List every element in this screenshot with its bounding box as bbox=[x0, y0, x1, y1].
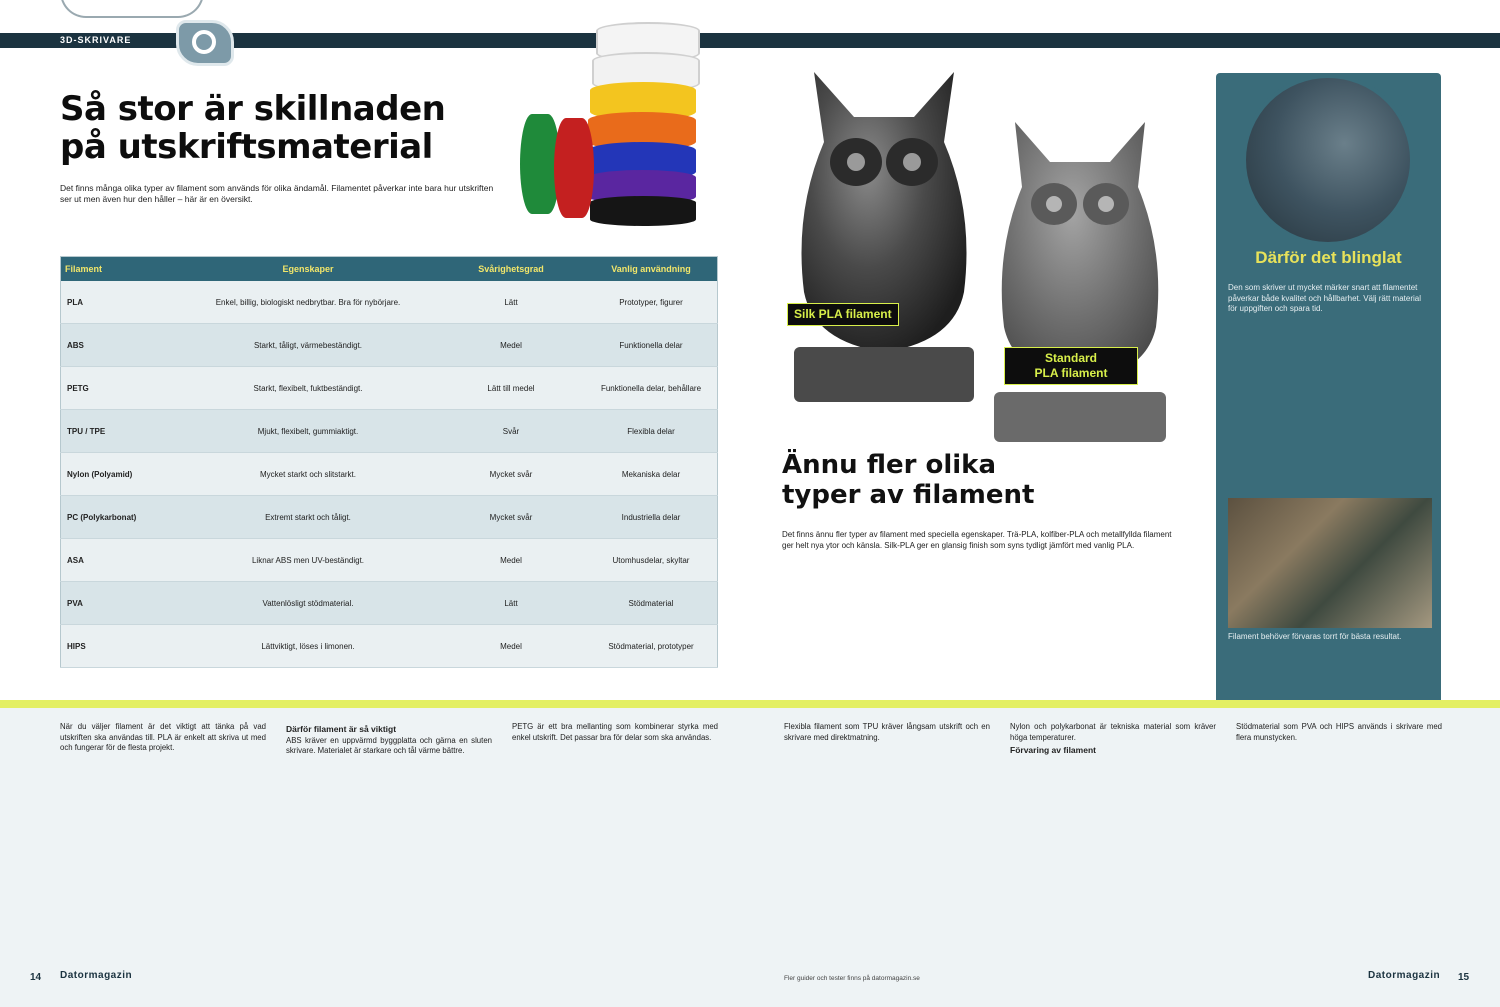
brand-logo-left: Datormagazin bbox=[60, 970, 133, 981]
table-cell: Starkt, flexibelt, fuktbeständigt. bbox=[179, 367, 437, 410]
filament-spools-image bbox=[518, 22, 708, 228]
table-cell: Extremt starkt och tåligt. bbox=[179, 496, 437, 539]
brand-logo-right: Datormagazin bbox=[1368, 970, 1441, 981]
column-subhead: Därför filament är så viktigt bbox=[286, 724, 397, 734]
table-cell: TPU / TPE bbox=[61, 410, 180, 453]
table-cell: Funktionella delar, behållare bbox=[585, 367, 718, 410]
decorative-curve bbox=[60, 0, 204, 18]
section-divider bbox=[0, 700, 1500, 708]
body-column-1 bbox=[60, 722, 266, 754]
body-column-6 bbox=[1236, 722, 1442, 743]
gear-cog-icon bbox=[176, 20, 234, 66]
table-cell: Stödmaterial bbox=[585, 582, 718, 625]
table-cell: Liknar ABS men UV-beständigt. bbox=[179, 539, 437, 582]
table-cell: Vattenlösligt stödmaterial. bbox=[179, 582, 437, 625]
table-row bbox=[61, 367, 718, 410]
table-cell: PETG bbox=[61, 367, 180, 410]
table-cell: Medel bbox=[437, 539, 585, 582]
table-row bbox=[61, 539, 718, 582]
body-column-4 bbox=[784, 722, 990, 743]
table-header: Egenskaper bbox=[179, 257, 437, 282]
table-header: Filament bbox=[61, 257, 180, 282]
table-cell: Lätt bbox=[437, 582, 585, 625]
page-title bbox=[60, 90, 500, 166]
standard-pla-label bbox=[1004, 347, 1138, 385]
table-cell: ABS bbox=[61, 324, 180, 367]
table-cell: Lätt bbox=[437, 281, 585, 324]
table-row bbox=[61, 410, 718, 453]
table-cell: Starkt, tåligt, värmebeständigt. bbox=[179, 324, 437, 367]
table-row bbox=[61, 281, 718, 324]
subsection-body: Det finns ännu fler typer av filament med speciella egenskaper. Trä-PLA, kolfiber-PLA och metallfyllda filament ger helt nya ytor och känsla. Silk-PLA ger en glansig finish som syns tydligt jämfört med vanlig PLA. bbox=[782, 530, 1172, 550]
table-cell: Utomhusdelar, skyltar bbox=[585, 539, 718, 582]
subsection-title-line-1: Ännu fler olika bbox=[782, 450, 997, 480]
column-text: När du väljer filament är det viktigt att tänka på vad utskriften ska användas till. PLA är enkelt att skriva ut med och fungerar för de flesta projekt. bbox=[60, 722, 266, 753]
table-cell: Mycket svår bbox=[437, 453, 585, 496]
table-cell: Mycket svår bbox=[437, 496, 585, 539]
intro-text: Det finns många olika typer av filament som används för olika ändamål. Filamentet påverkar inte bara hur utskriften ser ut men även hur den håller – här är en översikt. bbox=[60, 183, 494, 204]
table-header: Vanlig användning bbox=[585, 257, 718, 282]
table-cell: HIPS bbox=[61, 625, 180, 668]
page-number-right: 15 bbox=[1458, 972, 1470, 983]
table-row bbox=[61, 453, 718, 496]
table-cell: Mycket starkt och slitstarkt. bbox=[179, 453, 437, 496]
headline-line-1: Så stor är skillnaden bbox=[60, 89, 446, 129]
body-column-3 bbox=[512, 722, 718, 743]
table-row bbox=[61, 496, 718, 539]
table-cell: Prototyper, figurer bbox=[585, 281, 718, 324]
table-cell: PVA bbox=[61, 582, 180, 625]
table-cell: Industriella delar bbox=[585, 496, 718, 539]
standard-owl-print-image bbox=[990, 112, 1170, 444]
subsection-title bbox=[782, 450, 1162, 510]
standard-pla-label-line-2: PLA filament bbox=[1034, 366, 1108, 380]
column-text: Flexibla filament som TPU kräver långsam utskrift och en skrivare med direktmatning. bbox=[784, 722, 990, 742]
silk-owl-print-image bbox=[784, 62, 984, 407]
table-row bbox=[61, 582, 718, 625]
body-column-5 bbox=[1010, 722, 1216, 757]
filament-comparison-table bbox=[60, 256, 718, 668]
body-column-2 bbox=[286, 722, 492, 757]
table-cell: Lätt till medel bbox=[437, 367, 585, 410]
standard-pla-label-line-1: Standard bbox=[1044, 351, 1097, 365]
table-cell: Svår bbox=[437, 410, 585, 453]
table-cell: Mjukt, flexibelt, gummiaktigt. bbox=[179, 410, 437, 453]
table-cell: ASA bbox=[61, 539, 180, 582]
table-cell: Nylon (Polyamid) bbox=[61, 453, 180, 496]
table-header: Svårighetsgrad bbox=[437, 257, 585, 282]
table-cell: Stödmaterial, prototyper bbox=[585, 625, 718, 668]
column-text: ABS kräver en uppvärmd byggplatta och gärna en sluten skrivare. Materialet är starkare och tål värme bättre. bbox=[286, 735, 492, 756]
subsection-title-line-2: typer av filament bbox=[782, 480, 1035, 510]
sidebar-caption: Filament behöver förvaras torrt för bästa resultat. bbox=[1228, 632, 1402, 641]
column-text: PETG är ett bra mellanting som kombinerar styrka med enkel utskrift. Det passar bra för delar som ska användas. bbox=[512, 722, 718, 742]
table-cell: Mekaniska delar bbox=[585, 453, 718, 496]
column-text: Nylon och polykarbonat är tekniska material som kräver höga temperaturer. bbox=[1010, 722, 1216, 742]
section-label: 3D-SKRIVARE bbox=[60, 35, 132, 45]
column-subhead: Förvaring av filament bbox=[1010, 745, 1096, 756]
table-cell: Flexibla delar bbox=[585, 410, 718, 453]
column-text: Stödmaterial som PVA och HIPS används i skrivare med flera munstycken. bbox=[1236, 722, 1442, 742]
footer-note: Fler guider och tester finns på datormagazin.se bbox=[784, 975, 920, 982]
filament-storage-photo bbox=[1228, 498, 1432, 628]
table-cell: Medel bbox=[437, 324, 585, 367]
author-avatar bbox=[1242, 74, 1414, 246]
sidebar-body: Den som skriver ut mycket märker snart att filamentet påverkar både kvalitet och hållbarhet. Välj rätt material för uppgiften och spara tid. bbox=[1228, 283, 1421, 313]
table-cell: PLA bbox=[61, 281, 180, 324]
table-row bbox=[61, 625, 718, 668]
table-cell: PC (Polykarbonat) bbox=[61, 496, 180, 539]
table-cell: Enkel, billig, biologiskt nedbrytbar. Bra för nybörjare. bbox=[179, 281, 437, 324]
page-number-left: 14 bbox=[30, 972, 42, 983]
headline-line-2: på utskriftsmaterial bbox=[60, 127, 433, 167]
table-cell: Funktionella delar bbox=[585, 324, 718, 367]
table-cell: Lättviktigt, löses i limonen. bbox=[179, 625, 437, 668]
silk-pla-label: Silk PLA filament bbox=[787, 303, 899, 326]
sidebar-title: Därför det blinglat bbox=[1255, 248, 1402, 267]
table-row bbox=[61, 324, 718, 367]
table-cell: Medel bbox=[437, 625, 585, 668]
table-header-row bbox=[61, 257, 718, 282]
